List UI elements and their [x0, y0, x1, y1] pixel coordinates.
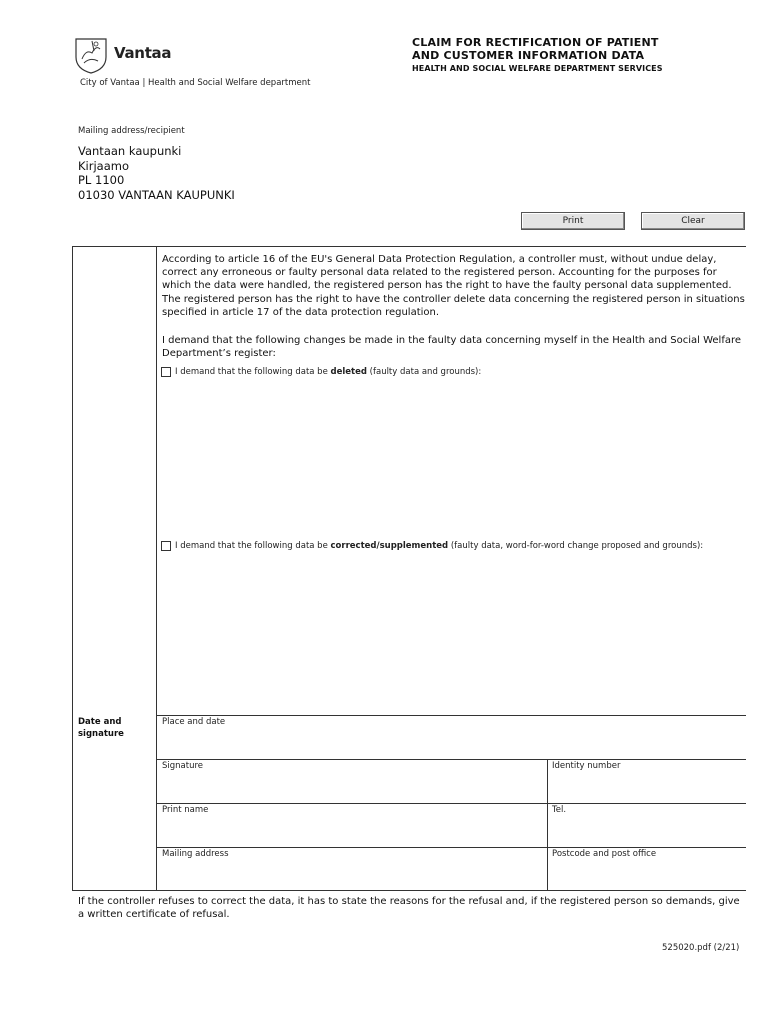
form-bottom-border — [72, 890, 746, 891]
postcode-field[interactable] — [552, 862, 746, 888]
date-signature-label-line2: signature — [78, 729, 124, 739]
recipient-address — [78, 144, 235, 202]
delete-option — [161, 367, 481, 377]
signature-field[interactable] — [162, 774, 546, 800]
place-date-label: Place and date — [162, 717, 226, 727]
divider — [156, 759, 746, 760]
form-subtitle: HEALTH AND SOCIAL WELFARE DEPARTMENT SERVICES — [412, 64, 663, 73]
logo-text: Vantaa — [114, 44, 172, 62]
print-name-field[interactable] — [162, 818, 546, 844]
delete-label-prefix: I demand that the following data be — [175, 367, 331, 377]
correct-option — [161, 541, 703, 551]
place-date-field[interactable] — [162, 730, 746, 756]
identity-number-field[interactable] — [552, 774, 746, 800]
refusal-note: If the controller refuses to correct the data, it has to state the reasons for the refusal and, if the registered person so demands, give a written certificate of refusal. — [78, 896, 740, 920]
delete-label-bold: deleted — [330, 367, 367, 377]
divider — [547, 759, 548, 891]
form-title-line1: CLAIM FOR RECTIFICATION OF PATIENT — [412, 36, 659, 49]
delete-label-suffix: (faulty data and grounds): — [366, 367, 482, 377]
postcode-label: Postcode and post office — [552, 849, 657, 859]
address-line: Kirjaamo — [78, 158, 129, 173]
delete-data-field[interactable] — [162, 382, 746, 536]
department-name: City of Vantaa | Health and Social Welfare department — [80, 78, 311, 88]
divider — [156, 803, 746, 804]
print-name-label: Print name — [162, 805, 209, 815]
gdpr-paragraph: According to article 16 of the EU's General Data Protection Regulation, a controller must, without undue delay, correct any erroneous or faulty personal data related to the registered person. Accounting for the purposes for which the data were handled, the registered person has the right to have the faulty personal data supplemented. The registered person has the right to have the controller delete data concerning the registered person in situations specified in article 17 of the data protection regulation. — [162, 254, 745, 318]
signature-label: Signature — [162, 761, 204, 771]
address-line: PL 1100 — [78, 173, 125, 187]
page-identifier: 525020.pdf (2/21) — [662, 943, 740, 953]
correct-label-prefix: I demand that the following data be — [175, 541, 331, 551]
divider — [156, 715, 746, 716]
correct-option-label — [175, 541, 703, 551]
form-title-line2: AND CUSTOMER INFORMATION DATA — [412, 49, 645, 62]
correct-checkbox[interactable] — [161, 541, 171, 551]
mailing-address-field[interactable] — [162, 862, 546, 888]
delete-option-label — [175, 367, 481, 377]
date-signature-label — [78, 716, 124, 740]
print-button[interactable]: Print — [521, 212, 625, 230]
form-title — [412, 36, 659, 62]
delete-checkbox[interactable] — [161, 367, 171, 377]
vantaa-logo — [72, 35, 172, 75]
correct-label-bold: corrected/supplemented — [330, 541, 449, 551]
identity-number-label: Identity number — [552, 761, 621, 771]
mailing-address-field-label: Mailing address — [162, 849, 229, 859]
clear-button[interactable]: Clear — [641, 212, 745, 230]
demand-paragraph: I demand that the following changes be made in the faulty data concerning myself in the Health and Social Welfare Department’s register: — [162, 335, 742, 360]
mailing-address-label: Mailing address/recipient — [78, 126, 185, 136]
column-divider — [156, 246, 157, 890]
address-line: Vantaan kaupunki — [78, 144, 182, 158]
correct-data-field[interactable] — [162, 556, 746, 714]
date-signature-label-line1: Date and — [78, 717, 122, 727]
divider — [156, 847, 746, 848]
tel-label: Tel. — [552, 805, 567, 815]
address-line: 01030 VANTAAN KAUPUNKI — [78, 187, 235, 202]
correct-label-suffix: (faulty data, word-for-word change proposed and grounds): — [448, 541, 704, 551]
tel-field[interactable] — [552, 818, 746, 844]
vantaa-crest-icon — [72, 35, 112, 75]
